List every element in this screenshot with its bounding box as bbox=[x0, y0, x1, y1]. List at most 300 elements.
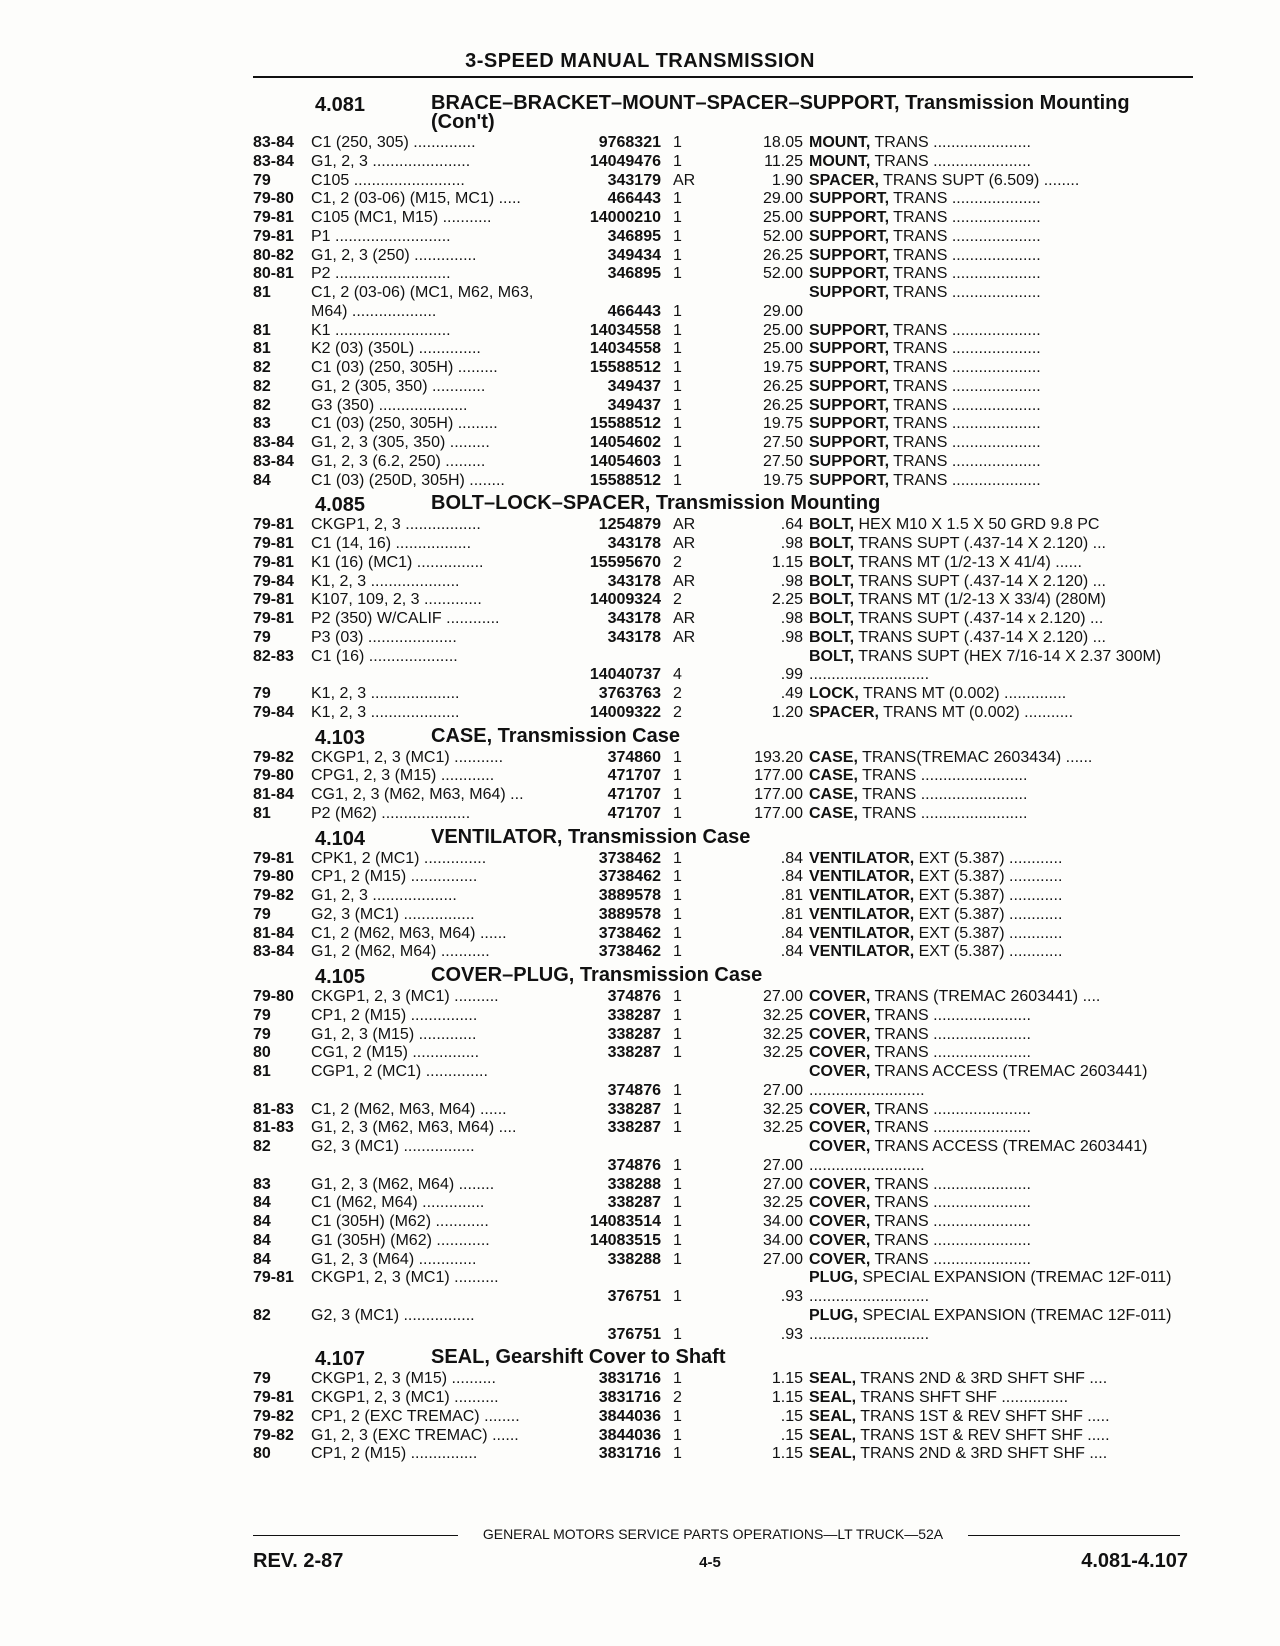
parts-row bbox=[253, 868, 1193, 887]
description-cell bbox=[809, 685, 1193, 704]
quantity-cell: 1 bbox=[673, 134, 682, 151]
description-cell bbox=[809, 868, 1193, 887]
description-keyword: COVER, bbox=[809, 1138, 871, 1155]
price-cell: 25.00 bbox=[762, 340, 803, 358]
quantity-cell: 1 bbox=[673, 302, 682, 320]
description-text: EXT (5.387) ............ bbox=[914, 868, 1063, 886]
quantity-cell: 2 bbox=[673, 591, 682, 609]
quantity-cell: 1 bbox=[673, 1081, 682, 1099]
parts-row bbox=[253, 1007, 1193, 1026]
model-cell: C1, 2 (03-06) (MC1, M62, M63, M64) ................... bbox=[311, 284, 534, 320]
parts-row bbox=[253, 925, 1193, 944]
year-cell: 80-81 bbox=[253, 265, 294, 283]
year-cell: 79 bbox=[253, 905, 271, 923]
quantity-cell: 1 bbox=[673, 1407, 682, 1425]
description-text: TRANS .................... bbox=[889, 340, 1041, 358]
quantity-cell: 1 bbox=[673, 868, 682, 886]
section-title: CASE, Transmission Case bbox=[431, 724, 680, 747]
model-cell: CPK1, 2 (MC1) .............. bbox=[311, 849, 487, 867]
description-keyword: COVER, bbox=[809, 1063, 871, 1080]
year-cell: 79 bbox=[253, 628, 271, 646]
description-text: TRANS ........................ bbox=[857, 767, 1028, 785]
description-cell bbox=[809, 453, 1193, 472]
year-cell: 79-81 bbox=[253, 209, 294, 226]
part-number-cell: 14054602 bbox=[589, 434, 661, 451]
year-cell: 79-81 bbox=[253, 591, 294, 609]
description-keyword: COVER, bbox=[809, 1231, 871, 1249]
part-number-cell: 338287 bbox=[607, 1194, 661, 1212]
parts-row bbox=[253, 1408, 1193, 1427]
description-keyword: BOLT, bbox=[809, 535, 855, 552]
quantity-cell: 1 bbox=[673, 988, 682, 1005]
parts-row bbox=[253, 1213, 1193, 1232]
year-cell: 81 bbox=[253, 804, 271, 822]
description-text: TRANS (TREMAC 2603441) .... bbox=[870, 988, 1101, 1005]
quantity-cell: 1 bbox=[673, 1006, 682, 1024]
quantity-cell: 1 bbox=[673, 1250, 682, 1268]
description-keyword: SEAL, bbox=[809, 1445, 857, 1463]
section-title: BOLT–LOCK–SPACER, Transmission Mounting bbox=[431, 492, 881, 515]
footer-revision: REV. 2-87 bbox=[253, 1550, 344, 1572]
year-cell: 79 bbox=[253, 1006, 271, 1024]
parts-row bbox=[253, 887, 1193, 906]
description-text: TRANS SHFT SHF ............... bbox=[856, 1389, 1069, 1406]
description-cell bbox=[809, 925, 1193, 944]
parts-row bbox=[253, 472, 1193, 491]
price-cell: .98 bbox=[780, 610, 803, 627]
footer-page-number: 4-5 bbox=[699, 1554, 721, 1571]
description-cell bbox=[809, 1119, 1193, 1138]
model-cell: C1 (14, 16) ................. bbox=[311, 535, 472, 552]
quantity-cell: 1 bbox=[673, 943, 682, 961]
quantity-cell: 1 bbox=[673, 321, 682, 339]
description-text: TRANS ...................... bbox=[870, 1194, 1031, 1212]
description-text: TRANS MT (0.002) ........... bbox=[878, 703, 1074, 721]
part-number-cell: 338287 bbox=[607, 1100, 661, 1118]
model-cell: C105 ......................... bbox=[311, 171, 465, 189]
price-cell: .81 bbox=[780, 887, 803, 904]
part-number-cell: 14009322 bbox=[589, 703, 661, 721]
model-cell: P3 (03) .................... bbox=[311, 628, 457, 646]
parts-row bbox=[253, 516, 1193, 535]
parts-row bbox=[253, 591, 1193, 610]
part-number-cell: 376751 bbox=[607, 1288, 661, 1305]
quantity-cell: 1 bbox=[673, 340, 682, 358]
model-cell: CP1, 2 (M15) ............... bbox=[311, 1006, 478, 1024]
quantity-cell: 1 bbox=[673, 1175, 682, 1193]
quantity-cell: 2 bbox=[673, 703, 682, 721]
part-number-cell: 349437 bbox=[607, 377, 661, 395]
parts-row bbox=[253, 228, 1193, 247]
description-keyword: SEAL, bbox=[809, 1407, 857, 1425]
description-text: TRANS ...................... bbox=[870, 1044, 1031, 1062]
price-cell: 32.25 bbox=[762, 1025, 803, 1043]
description-keyword: SUPPORT, bbox=[809, 377, 890, 395]
description-text: TRANS SUPT (.437-14 X 2.120) ... bbox=[854, 628, 1106, 646]
description-text: TRANS .................... bbox=[889, 396, 1041, 414]
quantity-cell: 1 bbox=[673, 359, 682, 376]
part-number-cell: 343178 bbox=[607, 535, 661, 552]
description-text: TRANS .................... bbox=[889, 415, 1041, 433]
description-text: TRANS SUPT (.437-14 x 2.120) ... bbox=[854, 610, 1104, 627]
description-keyword: SEAL, bbox=[809, 1370, 857, 1388]
part-number-cell: 3844036 bbox=[598, 1426, 661, 1444]
model-cell: G1, 2, 3 ...................... bbox=[311, 152, 471, 170]
quantity-cell: 1 bbox=[673, 246, 682, 264]
model-cell: P2 (M62) .................... bbox=[311, 804, 471, 822]
part-number-cell: 14000210 bbox=[589, 209, 661, 226]
model-cell: C1, 2 (M62, M63, M64) ...... bbox=[311, 924, 507, 942]
description-keyword: PLUG, bbox=[809, 1306, 858, 1324]
description-text: TRANS ........................ bbox=[857, 786, 1028, 803]
description-keyword: VENTILATOR, bbox=[809, 905, 915, 923]
description-keyword: LOCK, bbox=[809, 685, 859, 702]
price-cell: .15 bbox=[780, 1426, 803, 1444]
price-cell: 27.00 bbox=[762, 1175, 803, 1193]
parts-row bbox=[253, 1176, 1193, 1195]
part-number-cell: 14083514 bbox=[589, 1213, 661, 1230]
part-number-cell: 338287 bbox=[607, 1044, 661, 1062]
model-cell: G2, 3 (MC1) ................ bbox=[311, 905, 475, 923]
part-number-cell: 14009324 bbox=[589, 591, 661, 609]
description-text: TRANS .................... bbox=[889, 377, 1041, 395]
description-keyword: VENTILATOR, bbox=[809, 849, 915, 867]
part-number-cell: 3738462 bbox=[598, 924, 661, 942]
description-cell bbox=[809, 265, 1193, 284]
description-keyword: COVER, bbox=[809, 1044, 871, 1062]
description-keyword: SUPPORT, bbox=[809, 396, 890, 414]
description-keyword: BOLT, bbox=[809, 516, 855, 534]
year-cell: 79 bbox=[253, 1370, 271, 1388]
model-cell: C1 (250, 305) .............. bbox=[311, 134, 476, 151]
model-cell: G1, 2, 3 (M62, M64) ........ bbox=[311, 1175, 495, 1193]
description-cell bbox=[809, 172, 1193, 191]
description-cell bbox=[809, 1269, 1193, 1307]
price-cell: 26.25 bbox=[762, 377, 803, 395]
model-cell: G1, 2 (305, 350) ............ bbox=[311, 377, 486, 395]
description-keyword: COVER, bbox=[809, 1025, 871, 1043]
model-cell: C1, 2 (M62, M63, M64) ...... bbox=[311, 1100, 507, 1118]
model-cell: P2 .......................... bbox=[311, 265, 451, 283]
description-keyword: SPACER, bbox=[809, 171, 879, 189]
part-number-cell: 338288 bbox=[607, 1175, 661, 1193]
description-cell bbox=[809, 805, 1193, 824]
part-number-cell: 3738462 bbox=[598, 868, 661, 886]
description-keyword: BOLT, bbox=[809, 572, 855, 590]
description-cell bbox=[809, 359, 1193, 378]
quantity-cell: 1 bbox=[673, 415, 682, 433]
title-rule bbox=[253, 76, 1193, 78]
description-cell bbox=[809, 554, 1193, 573]
parts-row bbox=[253, 453, 1193, 472]
model-cell: K1, 2, 3 .................... bbox=[311, 572, 460, 590]
description-text: TRANS 2ND & 3RD SHFT SHF .... bbox=[856, 1370, 1108, 1388]
parts-row bbox=[253, 648, 1193, 686]
parts-row bbox=[253, 1138, 1193, 1176]
description-text: TRANS ACCESS (TREMAC 2603441) .......................... bbox=[809, 1063, 1148, 1099]
quantity-cell: 1 bbox=[673, 905, 682, 923]
part-number-cell: 14054603 bbox=[589, 452, 661, 470]
part-number-cell: 346895 bbox=[607, 265, 661, 283]
description-keyword: VENTILATOR, bbox=[809, 924, 915, 942]
description-text: EXT (5.387) ............ bbox=[914, 924, 1063, 942]
description-keyword: CASE, bbox=[809, 748, 858, 766]
description-keyword: SUPPORT, bbox=[809, 246, 890, 264]
price-cell: 1.20 bbox=[771, 703, 803, 721]
parts-row bbox=[253, 1026, 1193, 1045]
price-cell: 29.00 bbox=[762, 190, 803, 208]
price-cell: .84 bbox=[780, 924, 803, 942]
part-number-cell: 471707 bbox=[607, 767, 661, 785]
part-number-cell: 346895 bbox=[607, 227, 661, 245]
part-number-cell: 338287 bbox=[607, 1119, 661, 1137]
part-number-cell: 14049476 bbox=[589, 152, 661, 170]
quantity-cell: 1 bbox=[673, 1231, 682, 1249]
description-text: TRANS SUPT (HEX 7/16-14 X 2.37 300M) ........................... bbox=[809, 647, 1162, 684]
price-cell: .84 bbox=[780, 943, 803, 961]
description-cell bbox=[809, 767, 1193, 786]
description-keyword: SUPPORT, bbox=[809, 415, 890, 433]
description-text: TRANS MT (1/2-13 X 41/4) ...... bbox=[854, 553, 1082, 571]
part-number-cell: 3738462 bbox=[598, 849, 661, 867]
description-cell bbox=[809, 1408, 1193, 1427]
description-cell bbox=[809, 322, 1193, 341]
model-cell: CP1, 2 (M15) ............... bbox=[311, 1445, 478, 1463]
year-cell: 79-81 bbox=[253, 849, 294, 867]
parts-row bbox=[253, 554, 1193, 573]
description-cell bbox=[809, 704, 1193, 723]
description-keyword: CASE, bbox=[809, 786, 858, 803]
part-number-cell: 3844036 bbox=[598, 1407, 661, 1425]
description-cell bbox=[809, 591, 1193, 610]
model-cell: G1, 2, 3 (M62, M63, M64) .... bbox=[311, 1119, 517, 1137]
model-cell: P1 .......................... bbox=[311, 227, 451, 245]
price-cell: .93 bbox=[780, 1325, 803, 1343]
description-keyword: BOLT, bbox=[809, 591, 855, 609]
price-cell: .98 bbox=[780, 572, 803, 590]
model-cell: G1, 2, 3 (305, 350) ......... bbox=[311, 434, 490, 451]
year-cell: 79-80 bbox=[253, 868, 294, 886]
price-cell: 1.15 bbox=[771, 1445, 803, 1463]
quantity-cell: 1 bbox=[673, 452, 682, 470]
footer-rule-right bbox=[968, 1535, 1180, 1536]
year-cell: 79-82 bbox=[253, 887, 294, 904]
description-cell bbox=[809, 1251, 1193, 1270]
description-text: TRANS ........................ bbox=[857, 804, 1028, 822]
description-text: TRANS .................... bbox=[889, 284, 1041, 301]
quantity-cell: 1 bbox=[673, 1025, 682, 1043]
section-title: SEAL, Gearshift Cover to Shaft bbox=[431, 1346, 726, 1369]
part-number-cell: 343178 bbox=[607, 628, 661, 646]
quantity-cell: 1 bbox=[673, 396, 682, 414]
part-number-cell: 3889578 bbox=[598, 905, 661, 923]
parts-row bbox=[253, 378, 1193, 397]
part-number-cell: 14034558 bbox=[589, 340, 661, 358]
price-cell: 32.25 bbox=[762, 1006, 803, 1024]
year-cell: 82 bbox=[253, 359, 271, 376]
year-cell: 81-83 bbox=[253, 1100, 294, 1118]
parts-row bbox=[253, 850, 1193, 869]
parts-row bbox=[253, 805, 1193, 824]
parts-row bbox=[253, 1044, 1193, 1063]
description-text: TRANS ...................... bbox=[870, 152, 1031, 170]
model-cell: C1, 2 (03-06) (M15, MC1) ..... bbox=[311, 190, 521, 208]
parts-row bbox=[253, 943, 1193, 962]
description-keyword: BOLT, bbox=[809, 553, 855, 571]
model-cell: G1, 2, 3 (250) .............. bbox=[311, 246, 477, 264]
price-cell: 32.25 bbox=[762, 1194, 803, 1212]
part-number-cell: 3763763 bbox=[598, 685, 661, 702]
description-keyword: COVER, bbox=[809, 988, 871, 1005]
description-keyword: SUPPORT, bbox=[809, 340, 890, 358]
year-cell: 79-80 bbox=[253, 988, 294, 1005]
description-text: TRANS .................... bbox=[889, 359, 1041, 376]
price-cell: 27.00 bbox=[762, 1156, 803, 1174]
parts-row bbox=[253, 767, 1193, 786]
price-cell: .98 bbox=[780, 535, 803, 552]
parts-row bbox=[253, 610, 1193, 629]
year-cell: 83-84 bbox=[253, 452, 294, 470]
description-cell bbox=[809, 573, 1193, 592]
part-number-cell: 374860 bbox=[607, 748, 661, 766]
description-keyword: COVER, bbox=[809, 1194, 871, 1212]
model-cell: P2 (350) W/CALIF ............ bbox=[311, 610, 500, 627]
description-cell bbox=[809, 1138, 1193, 1176]
price-cell: 19.75 bbox=[762, 359, 803, 376]
price-cell: 34.00 bbox=[762, 1231, 803, 1249]
price-cell: 1.15 bbox=[771, 553, 803, 571]
quantity-cell: 1 bbox=[673, 767, 682, 785]
quantity-cell: AR bbox=[673, 535, 696, 552]
section-number: 4.103 bbox=[315, 726, 366, 749]
parts-row bbox=[253, 1370, 1193, 1389]
quantity-cell: 1 bbox=[673, 1445, 682, 1463]
year-cell: 80 bbox=[253, 1044, 271, 1062]
parts-row bbox=[253, 322, 1193, 341]
parts-row bbox=[253, 190, 1193, 209]
part-number-cell: 15588512 bbox=[589, 359, 661, 376]
quantity-cell: 1 bbox=[673, 849, 682, 867]
model-cell: G1, 2, 3 ................... bbox=[311, 887, 457, 904]
year-cell: 79-81 bbox=[253, 1389, 294, 1406]
description-text: TRANS ...................... bbox=[870, 1025, 1031, 1043]
price-cell: 25.00 bbox=[762, 321, 803, 339]
quantity-cell: 4 bbox=[673, 666, 682, 684]
year-cell: 79-81 bbox=[253, 610, 294, 627]
description-cell bbox=[809, 1232, 1193, 1251]
description-cell bbox=[809, 1213, 1193, 1232]
description-cell bbox=[809, 434, 1193, 453]
parts-row bbox=[253, 573, 1193, 592]
part-number-cell: 374876 bbox=[607, 1081, 661, 1099]
model-cell: CG1, 2 (M15) ............... bbox=[311, 1044, 480, 1062]
description-cell bbox=[809, 535, 1193, 554]
parts-row bbox=[253, 134, 1193, 153]
quantity-cell: 1 bbox=[673, 804, 682, 822]
quantity-cell: 1 bbox=[673, 1370, 682, 1388]
parts-row bbox=[253, 1194, 1193, 1213]
description-text: TRANS 1ST & REV SHFT SHF ..... bbox=[856, 1407, 1110, 1425]
description-keyword: BOLT, bbox=[809, 610, 855, 627]
part-number-cell: 349437 bbox=[607, 396, 661, 414]
model-cell: CP1, 2 (M15) ............... bbox=[311, 868, 478, 886]
year-cell: 84 bbox=[253, 1194, 271, 1212]
parts-row bbox=[253, 284, 1193, 322]
price-cell: 32.25 bbox=[762, 1100, 803, 1118]
price-cell: 27.00 bbox=[762, 988, 803, 1005]
part-number-cell: 338288 bbox=[607, 1250, 661, 1268]
quantity-cell: 1 bbox=[673, 887, 682, 904]
model-cell: CG1, 2, 3 (M62, M63, M64) ... bbox=[311, 786, 524, 803]
description-keyword: VENTILATOR, bbox=[809, 943, 915, 961]
year-cell: 79 bbox=[253, 685, 271, 702]
model-cell: G2, 3 (MC1) ................ bbox=[311, 1306, 475, 1324]
part-number-cell: 471707 bbox=[607, 786, 661, 803]
parts-row bbox=[253, 1232, 1193, 1251]
parts-row bbox=[253, 1307, 1193, 1345]
model-cell: CP1, 2 (EXC TREMAC) ........ bbox=[311, 1407, 520, 1425]
description-text: TRANS ACCESS (TREMAC 2603441) .......................... bbox=[809, 1138, 1148, 1174]
description-cell bbox=[809, 749, 1193, 768]
year-cell: 79-82 bbox=[253, 1407, 294, 1425]
section-number: 4.107 bbox=[315, 1348, 366, 1371]
description-cell bbox=[809, 786, 1193, 805]
model-cell: K1 (16) (MC1) ............... bbox=[311, 553, 484, 571]
part-number-cell: 466443 bbox=[607, 190, 661, 208]
part-number-cell: 471707 bbox=[607, 804, 661, 822]
description-cell bbox=[809, 850, 1193, 869]
description-keyword: SEAL, bbox=[809, 1389, 857, 1406]
parts-row bbox=[253, 1251, 1193, 1270]
model-cell: C1 (M62, M64) .............. bbox=[311, 1194, 485, 1212]
year-cell: 84 bbox=[253, 1250, 271, 1268]
section-number: 4.085 bbox=[315, 494, 366, 517]
year-cell: 79-80 bbox=[253, 767, 294, 785]
year-cell: 81 bbox=[253, 321, 271, 339]
description-text: TRANS .................... bbox=[889, 434, 1041, 451]
description-text: TRANS 1ST & REV SHFT SHF ..... bbox=[856, 1426, 1110, 1444]
model-cell: C1 (16) .................... bbox=[311, 647, 458, 665]
parts-row bbox=[253, 153, 1193, 172]
description-text: SPECIAL EXPANSION (TREMAC 12F-011) ........................... bbox=[809, 1269, 1172, 1305]
parts-row bbox=[253, 172, 1193, 191]
part-number-cell: 374876 bbox=[607, 1156, 661, 1174]
description-keyword: SEAL, bbox=[809, 1426, 857, 1444]
quantity-cell: AR bbox=[673, 516, 696, 534]
price-cell: 2.25 bbox=[771, 591, 803, 609]
year-cell: 79 bbox=[253, 171, 271, 189]
description-keyword: BOLT, bbox=[809, 628, 855, 646]
description-text: TRANS ...................... bbox=[870, 1100, 1031, 1118]
part-number-cell: 343178 bbox=[607, 610, 661, 627]
year-cell: 79-80 bbox=[253, 190, 294, 208]
description-text: EXT (5.387) ............ bbox=[914, 849, 1063, 867]
model-cell: CGP1, 2 (MC1) .............. bbox=[311, 1063, 488, 1080]
description-text: TRANS .................... bbox=[889, 471, 1041, 489]
description-keyword: VENTILATOR, bbox=[809, 868, 915, 886]
price-cell: 177.00 bbox=[754, 804, 803, 822]
price-cell: 177.00 bbox=[754, 767, 803, 785]
quantity-cell: 1 bbox=[673, 1156, 682, 1174]
section-header bbox=[253, 1346, 1193, 1370]
description-cell bbox=[809, 1044, 1193, 1063]
section-title: BRACE–BRACKET–MOUNT–SPACER–SUPPORT, Transmission Mounting (Con't) bbox=[431, 92, 1130, 133]
description-text: TRANS .................... bbox=[889, 321, 1041, 339]
model-cell: CKGP1, 2, 3 (MC1) .......... bbox=[311, 1269, 499, 1287]
price-cell: 1.15 bbox=[771, 1389, 803, 1406]
year-cell: 83 bbox=[253, 415, 271, 433]
quantity-cell: 1 bbox=[673, 748, 682, 766]
